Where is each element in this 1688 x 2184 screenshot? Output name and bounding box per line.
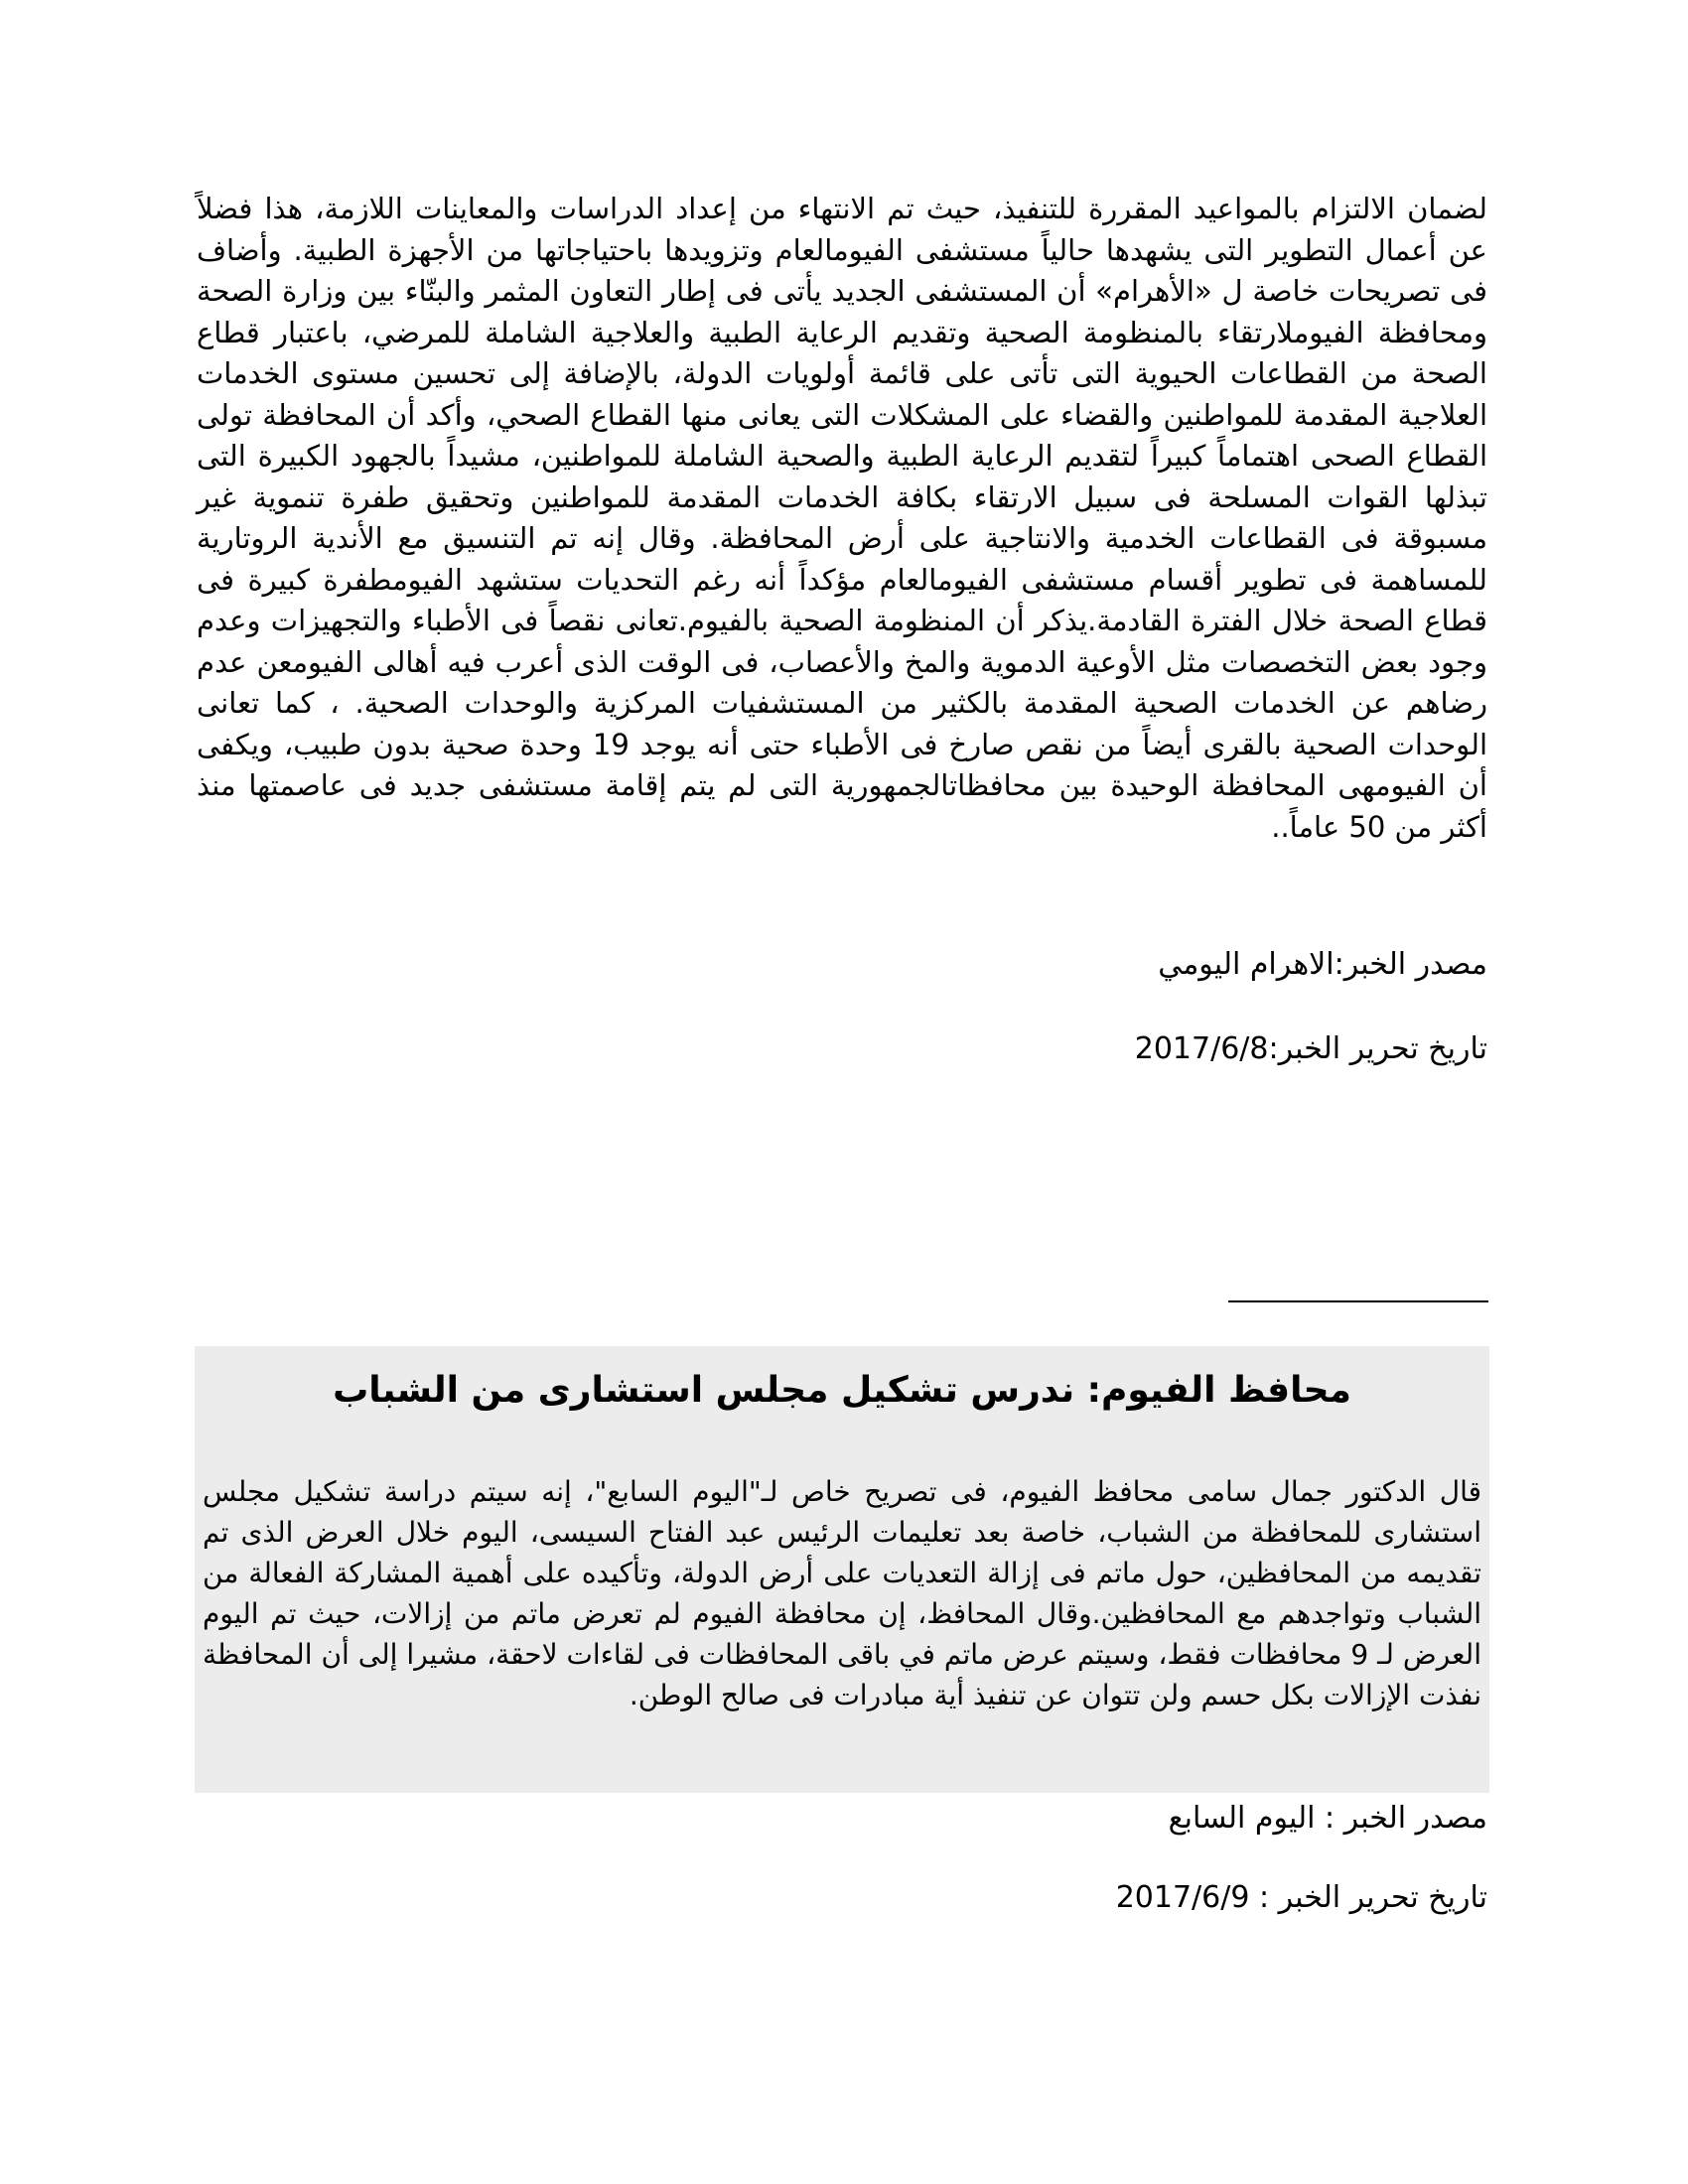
article-1-paragraph: لضمان الالتزام بالمواعيد المقررة للتنفيذ، حيث تم الانتهاء من إعداد الدراسات والمعاينات اللازمة، هذا فضلاً عن أعمال التطوير التى يشهدها حالياً مستشفى الفيومالعام وتزويدها باحتياجاتها من الأجهزة الطبية. وأضاف فى تصريحات خاصة ل «الأهرام» أن المستشفى الجديد يأتى فى إطار التعاون المثمر والبنّاء بين وزارة الصحة ومحافظة الفيوملارتقاء بالمنظومة الصحية وتقديم الرعاية الطبية والعلاجية الشاملة للمرضي، باعتبار قطاع الصحة من القطاعات الحيوية التى تأتى على قائمة أولويات الدولة، بالإضافة إلى تحسين مستوى الخدمات العلاجية المقدمة للمواطنين والقضاء على المشكلات التى يعانى منها القطاع الصحي، وأكد أن المحافظة تولى القطاع الصحى اهتماماً كبيراً لتقديم الرعاية الطبية والصحية الشاملة للمواطنين، مشيداً بالجهود الكبيرة التى تبذلها القوات المسلحة فى سبيل الارتقاء بكافة الخدمات المقدمة للمواطنين وتحقيق طفرة تنموية غير مسبوقة فى القطاعات الخدمية والانتاجية على أرض المحافظة. وقال إنه تم التنسيق مع الأندية الروتارية للمساهمة فى تطوير أقسام مستشفى الفيومالعام مؤكداً أنه رغم التحديات ستشهد الفيومطفرة كبيرة فى قطاع الصحة خلال الفترة القادمة.يذكر أن المنظومة الصحية بالفيوم.تعانى نقصاً فى الأطباء والتجهيزات وعدم وجود بعض التخصصات مثل الأوعية الدموية والمخ والأعصاب، فى الوقت الذى أعرب فيه أهالى الفيومعن عدم رضاهم عن الخدمات الصحية المقدمة بالكثير من المستشفيات المركزية والوحدات الصحية. ، كما تعانى الوحدات الصحية بالقرى أيضاً من نقص صارخ فى الأطباء حتى أنه يوجد 19 وحدة صحية بدون طبيب، ويكفى أن الفيومهى المحافظة الوحيدة بين محافظاتالجمهورية التى لم يتم إقامة مستشفى جديد فى عاصمتها منذ أكثر من 50 عاماً.. bbox=[197, 192, 1488, 844]
article-1-date: تاريخ تحرير الخبر:2017/6/8 bbox=[1134, 1031, 1487, 1066]
article-2-source: مصدر الخبر : اليوم السابع bbox=[1168, 1801, 1487, 1836]
article-1-source: مصدر الخبر:الاهرام اليومي bbox=[1158, 947, 1487, 982]
article-2-date: تاريخ تحرير الخبر : 2017/6/9 bbox=[1115, 1880, 1487, 1915]
article-1-body bbox=[197, 189, 1487, 848]
article-2-panel bbox=[195, 1346, 1489, 1793]
article-2-title: محافظ الفيوم: ندرس تشكيل مجلس استشارى من الشباب bbox=[333, 1370, 1351, 1411]
section-divider bbox=[1228, 1300, 1488, 1302]
article-2-body: قال الدكتور جمال سامى محافظ الفيوم، فى تصريح خاص لـ"اليوم السابع"، إنه سيتم دراسة تشكيل مجلس استشارى للمحافظة من الشباب، خاصة بعد تعليمات الرئيس عبد الفتاح السيسى، اليوم خلال العرض الذى تم تقديمه من المحافظين، حول ماتم فى إزالة التعديات على أرض الدولة، وتأكيده على أهمية المشاركة الفعالة من الشباب وتواجدهم مع المحافظين.وقال المحافظ، إن محافظة الفيوم لم تعرض ماتم من إزالات، حيث تم اليوم العرض لـ 9 محافظات فقط، وسيتم عرض ماتم في باقى المحافظات فى لقاءات لاحقة، مشيرا إلى أن المحافظة نفذت الإزالات بكل حسم ولن تتوان عن تنفيذ أية مبادرات فى صالح الوطن. bbox=[203, 1475, 1481, 1711]
